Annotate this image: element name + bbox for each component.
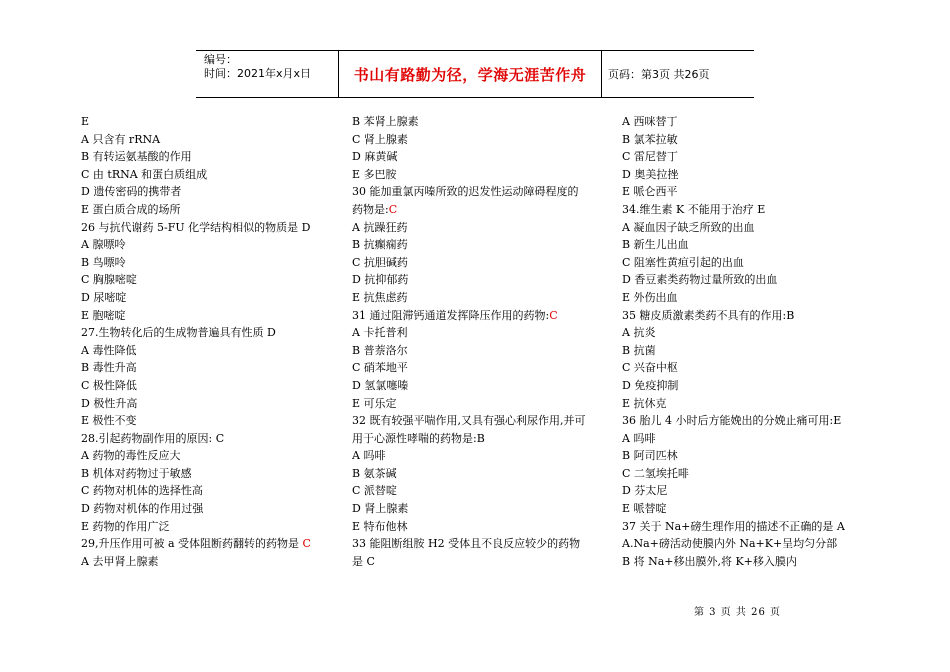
- line-text: C 硝苯地平: [352, 361, 408, 375]
- answer-mark: C: [302, 537, 311, 551]
- line-text: E: [81, 115, 90, 128]
- line-text: C 极性降低: [81, 378, 137, 392]
- text-line: [352, 412, 614, 430]
- text-line: [81, 482, 341, 500]
- text-line: [622, 447, 872, 465]
- text-line: [352, 201, 614, 219]
- text-line: [81, 324, 341, 342]
- line-text: D 抗抑郁药: [352, 273, 409, 287]
- line-text: 是 C: [352, 554, 375, 568]
- line-text: D 免疫抑制: [622, 378, 679, 392]
- answer-mark: C: [549, 308, 558, 322]
- line-text: A 吗啡: [622, 431, 656, 445]
- line-text: A 腺嘌呤: [81, 238, 126, 252]
- text-line: [622, 500, 872, 518]
- text-line: [81, 201, 341, 219]
- line-text: E 极性不变: [81, 414, 137, 428]
- text-line: [622, 201, 872, 219]
- line-text: B 氯苯拉敏: [622, 132, 678, 146]
- line-text: B 普萘洛尔: [352, 343, 408, 357]
- page-footer: 第 3 页 共 26 页: [694, 607, 781, 618]
- text-line: [622, 183, 872, 201]
- text-line: [81, 500, 341, 518]
- text-line: [352, 395, 614, 413]
- text-line: [622, 113, 872, 131]
- text-column-2: [352, 113, 614, 570]
- line-text: A.Na+磅活动使膜内外 Na+K+呈均匀分部: [622, 537, 838, 551]
- line-text: E 特布他林: [352, 519, 408, 533]
- line-text: 36 胎儿 4 小时后方能娩出的分娩止痛可用:E: [622, 414, 842, 428]
- line-text: D 氢氯噻嗪: [352, 378, 409, 392]
- text-line: [622, 131, 872, 149]
- line-text: C 抗胆碱药: [352, 255, 408, 269]
- text-line: [81, 271, 341, 289]
- line-text: 35 糖皮质激素类药不具有的作用:B: [622, 308, 795, 322]
- text-line: [81, 412, 341, 430]
- line-text: B 有转运氨基酸的作用: [81, 150, 192, 164]
- text-line: [352, 518, 614, 536]
- line-text: 32 既有较强平喘作用,又具有强心利尿作用,并可: [352, 414, 586, 428]
- text-line: [81, 307, 341, 325]
- line-text: D 尿嘧啶: [81, 290, 127, 304]
- text-line: [622, 342, 872, 360]
- text-line: [81, 359, 341, 377]
- text-line: [622, 148, 872, 166]
- text-line: [622, 482, 872, 500]
- line-text: 37 关于 Na+磅生理作用的描述不正确的是 A: [622, 519, 845, 533]
- line-text: 33 能阻断组胺 H2 受体且不良反应较少的药物: [352, 537, 581, 551]
- line-text: E 外伤出血: [622, 290, 678, 304]
- line-text: B 机体对药物过于敏感: [81, 466, 192, 480]
- line-text: B 氨茶碱: [352, 466, 397, 480]
- text-line: [81, 395, 341, 413]
- text-line: [81, 113, 341, 131]
- text-line: [622, 236, 872, 254]
- header-meta-cell: [196, 51, 339, 97]
- line-text: D 遗传密码的携带者: [81, 185, 182, 199]
- text-line: [622, 535, 872, 553]
- line-text: 药物是:: [352, 202, 389, 216]
- line-text: 用于心源性哮喘的药物是:B: [352, 431, 485, 445]
- line-text: D 麻黄碱: [352, 150, 398, 164]
- text-line: [622, 289, 872, 307]
- line-text: A 毒性降低: [81, 343, 137, 357]
- line-text: 29,升压作用可被 a 受体阻断药翻转的药物是: [81, 537, 303, 551]
- line-text: A 卡托普利: [352, 326, 408, 340]
- text-line: [622, 395, 872, 413]
- line-text: C 药物对机体的选择性高: [81, 484, 203, 498]
- line-text: E 哌仑西平: [622, 185, 678, 199]
- text-line: [622, 553, 872, 571]
- text-line: [622, 219, 872, 237]
- line-text: C 肾上腺素: [352, 132, 408, 146]
- line-text: D 芬太尼: [622, 484, 668, 498]
- line-text: B 抗癫痫药: [352, 238, 408, 252]
- text-line: [81, 219, 341, 237]
- text-line: [81, 553, 341, 571]
- line-text: C 胸腺嘧啶: [81, 273, 137, 287]
- text-line: [352, 465, 614, 483]
- text-line: [352, 535, 614, 553]
- text-line: [352, 482, 614, 500]
- line-text: B 阿司匹林: [622, 449, 678, 463]
- line-text: A 凝血因子缺乏所致的出血: [622, 220, 755, 234]
- text-line: [352, 219, 614, 237]
- text-line: [622, 254, 872, 272]
- line-text: B 将 Na+移出膜外,将 K+移入膜内: [622, 554, 797, 568]
- line-text: C 雷尼替丁: [622, 150, 678, 164]
- text-line: [81, 535, 341, 553]
- text-line: [352, 113, 614, 131]
- text-column-3: [622, 113, 872, 570]
- line-text: A 抗炎: [622, 326, 656, 340]
- text-line: [352, 324, 614, 342]
- text-line: [352, 148, 614, 166]
- line-text: E 抗焦虑药: [352, 290, 408, 304]
- text-line: [352, 131, 614, 149]
- text-line: [81, 254, 341, 272]
- text-line: [81, 342, 341, 360]
- line-text: A 西咪替丁: [622, 115, 678, 128]
- line-text: 27.生物转化后的生成物普遍具有性质 D: [81, 326, 276, 340]
- header-motto-cell: [339, 51, 602, 97]
- line-text: 26 与抗代谢药 5-FU 化学结构相似的物质是 D: [81, 220, 311, 234]
- text-line: [352, 500, 614, 518]
- line-text: A 只含有 rRNA: [81, 132, 161, 146]
- text-line: [352, 553, 614, 571]
- line-text: B 新生儿出血: [622, 238, 689, 252]
- text-line: [352, 430, 614, 448]
- text-line: [622, 307, 872, 325]
- header-motto: 书山有路勤为径，学海无涯苦作舟: [353, 65, 587, 84]
- text-line: [81, 447, 341, 465]
- line-text: E 抗休克: [622, 396, 667, 410]
- line-text: 30 能加重氯丙嗪所致的迟发性运动障碍程度的: [352, 185, 579, 199]
- line-text: A 抗躁狂药: [352, 220, 408, 234]
- line-text: D 极性升高: [81, 396, 138, 410]
- text-line: [81, 166, 341, 184]
- line-text: E 药物的作用广泛: [81, 519, 170, 533]
- line-text: A 去甲肾上腺素: [81, 554, 159, 568]
- text-line: [622, 324, 872, 342]
- line-text: 28.引起药物副作用的原因: C: [81, 431, 225, 445]
- header-time: 时间：2021年x月x日: [204, 67, 312, 80]
- line-text: C 二氢埃托啡: [622, 466, 689, 480]
- text-line: [622, 377, 872, 395]
- text-line: [352, 183, 614, 201]
- text-line: [352, 307, 614, 325]
- line-text: B 苯肾上腺素: [352, 115, 419, 128]
- text-line: [622, 166, 872, 184]
- text-line: [622, 430, 872, 448]
- header-page-number: 页码：第3页 共26页: [608, 68, 710, 81]
- page-header: [196, 50, 754, 98]
- line-text: E 多巴胺: [352, 167, 397, 181]
- text-line: [352, 342, 614, 360]
- line-text: B 鸟嘌呤: [81, 255, 126, 269]
- line-text: B 抗菌: [622, 343, 656, 357]
- line-text: E 蛋白质合成的场所: [81, 202, 181, 216]
- line-text: D 奥美拉挫: [622, 167, 679, 181]
- text-line: [352, 377, 614, 395]
- line-text: C 兴奋中枢: [622, 361, 678, 375]
- text-line: [352, 289, 614, 307]
- text-line: [81, 377, 341, 395]
- line-text: E 可乐定: [352, 396, 397, 410]
- header-page-cell: [602, 51, 754, 97]
- answer-mark: C: [388, 202, 398, 216]
- text-line: [352, 359, 614, 377]
- text-column-1: [81, 113, 341, 570]
- line-text: 31 通过阻滞钙通道发挥降压作用的药物:: [352, 308, 550, 322]
- text-line: [81, 465, 341, 483]
- line-text: B 毒性升高: [81, 361, 137, 375]
- text-line: [81, 183, 341, 201]
- text-line: [352, 166, 614, 184]
- header-number-label: 编号：: [204, 53, 237, 66]
- line-text: A 吗啡: [352, 449, 386, 463]
- text-line: [81, 148, 341, 166]
- text-line: [352, 271, 614, 289]
- line-text: 34.维生素 K 不能用于治疗 E: [622, 202, 766, 216]
- line-text: E 哌替啶: [622, 502, 667, 516]
- text-line: [352, 254, 614, 272]
- line-text: D 药物对机体的作用过强: [81, 502, 204, 516]
- text-line: [622, 465, 872, 483]
- text-line: [81, 518, 341, 536]
- text-line: [352, 447, 614, 465]
- text-line: [352, 236, 614, 254]
- text-line: [622, 271, 872, 289]
- text-line: [622, 359, 872, 377]
- line-text: C 阻塞性黄疸引起的出血: [622, 255, 744, 269]
- line-text: D 肾上腺素: [352, 502, 409, 516]
- text-line: [81, 236, 341, 254]
- line-text: C 派替啶: [352, 484, 397, 498]
- text-line: [622, 412, 872, 430]
- line-text: E 胞嘧啶: [81, 308, 126, 322]
- text-line: [622, 518, 872, 536]
- text-line: [81, 430, 341, 448]
- text-line: [81, 131, 341, 149]
- line-text: D 香豆素类药物过量所致的出血: [622, 273, 778, 287]
- line-text: A 药物的毒性反应大: [81, 449, 181, 463]
- line-text: C 由 tRNA 和蛋白质组成: [81, 167, 208, 181]
- text-line: [81, 289, 341, 307]
